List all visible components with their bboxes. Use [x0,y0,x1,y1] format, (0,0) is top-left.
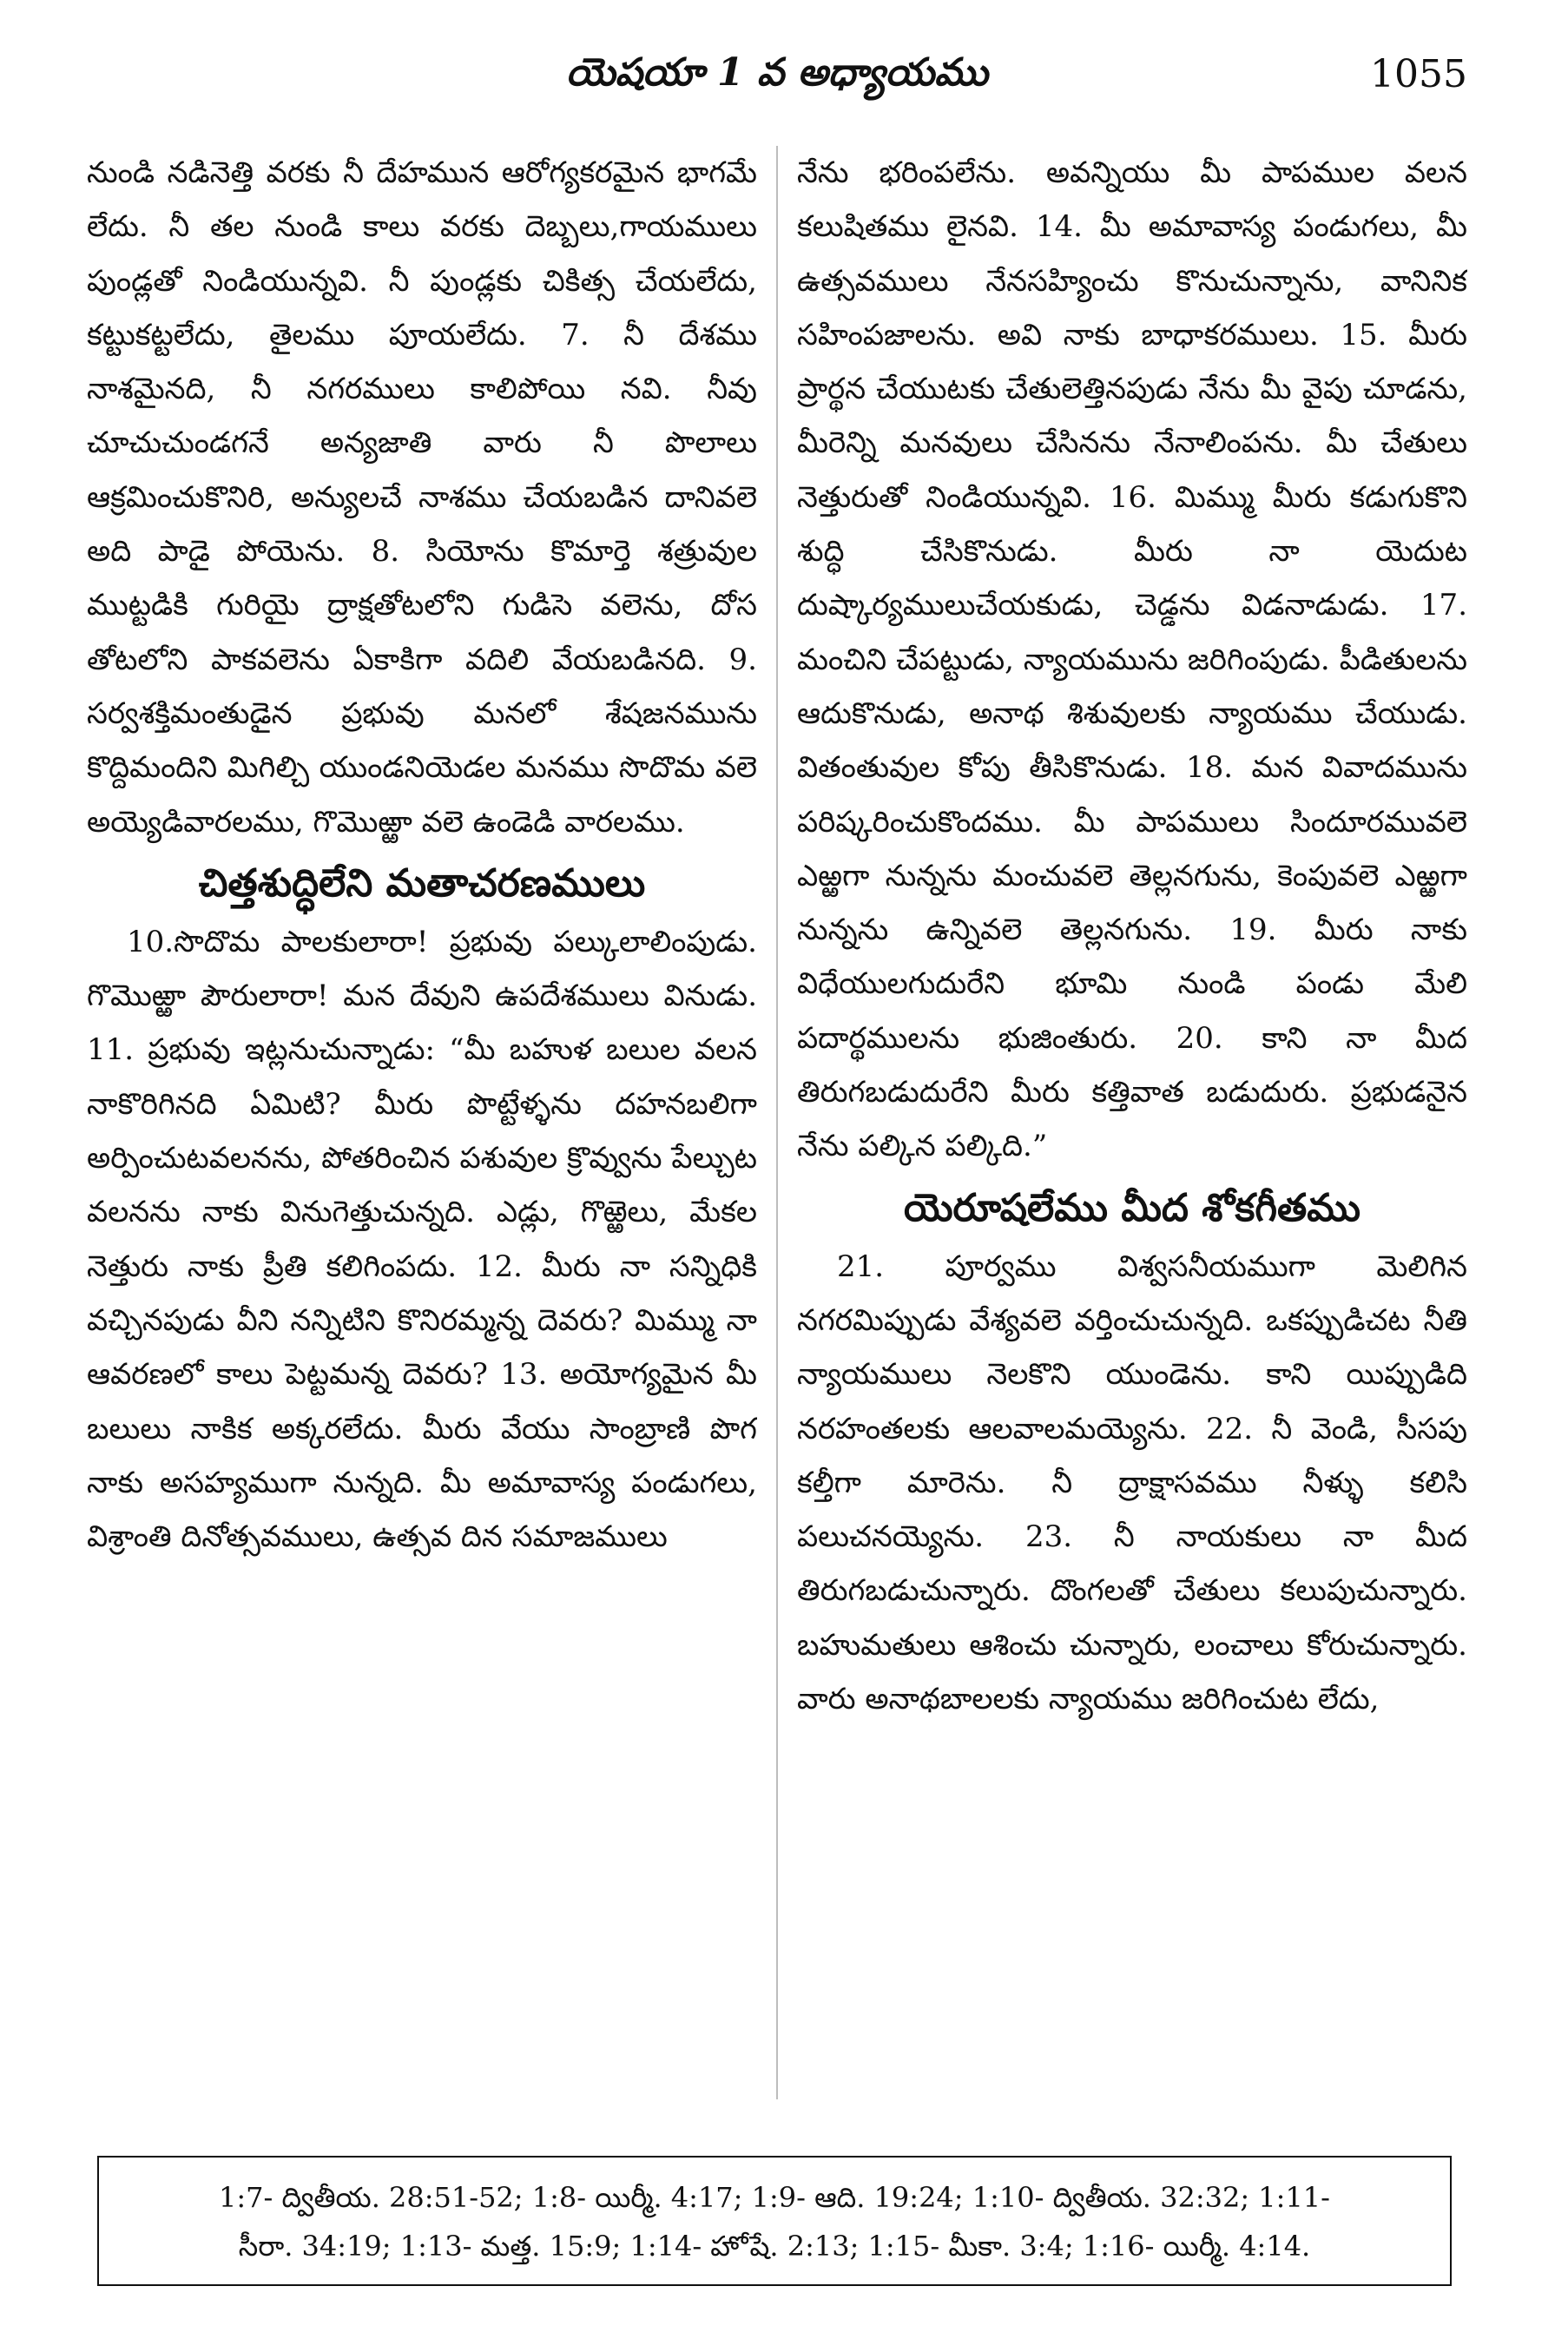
chapter-title: యెషయా 1 వ అధ్యాయము [566,50,988,95]
page-header [87,42,1467,111]
left-paragraph-2: 10.సొదొమ పాలకులారా! ప్రభువు పల్కులాలింపుడు. గొమొఱ్ఱా పౌరులారా! మన దేవుని ఉపదేశములు వినుడు. 11. ప్రభువు ఇట్లనుచున్నాడు: “మీ బహుళ బలుల వలన నాకొరిగినది ఏమిటి? మీరు పొట్టేళ్ళను దహనబలిగా అర్పించుటవలనను, పోతరించిన పశువుల క్రొవ్వును పేల్చుట వలనను నాకు వినుగెత్తుచున్నది. ఎడ్లు, గొఱ్ఱెలు, మేకల నెత్తురు నాకు ప్రీతి కలిగింపదు. 12. మీరు నా సన్నిధికి వచ్చినపుడు వీని నన్నిటిని కొనిరమ్మన్న దెవరు? మిమ్ము నా ఆవరణలో కాలు పెట్టమన్న దెవరు? 13. అయోగ్యమైన మీ బలులు నాకిక అక్కరలేదు. మీరు వేయు సాంబ్రాణి పొగ నాకు అసహ్యముగా నున్నది. మీ అమావాస్య పండుగలు, విశ్రాంతి దినోత్సవములు, ఉత్సవ దిన సమాజములు [87,924,757,1555]
column-divider [776,146,778,2099]
cross-reference-line-2: సీరా. 34:19; 1:13- మత్త. 15:9; 1:14- హోషే. 2:13; 1:15- మీకా. 3:4; 1:16- యిర్మీ. 4:14. [238,2230,1311,2263]
page-number: 1055 [1370,52,1467,96]
right-paragraph-1: నేను భరింపలేను. అవన్నియు మీ పాపముల వలన కలుషితము లైనవి. 14. మీ అమావాస్య పండుగలు, మీ ఉత్సవములు నేనసహ్యించు కొనుచున్నాను, వానినిక సహింపజాలను. అవి నాకు బాధాకరములు. 15. మీరు ప్రార్థన చేయుటకు చేతులెత్తినపుడు నేను మీ వైపు చూడను, మీరెన్ని మనవులు చేసినను నేనాలింపను. మీ చేతులు నెత్తురుతో నిండియున్నవి. 16. మిమ్ము మీరు కడుగుకొని శుద్ధి చేసికొనుడు. మీరు నా యెదుట దుష్కార్యములుచేయకుడు, చెడ్డను విడనాడుడు. 17. మంచిని చేపట్టుడు, న్యాయమును జరిగింపుడు. పీడితులను ఆదుకొనుడు, అనాథ శిశువులకు న్యాయము చేయుడు. వితంతువుల కోపు తీసికొనుడు. 18. మన వివాదమును పరిష్కరించుకొందము. మీ పాపములు సిందూరమువలె ఎఱ్ఱగా నున్నను మంచువలె తెల్లనగును, కెంపువలె ఎఱ్ఱగా నున్నను ఉన్నివలె తెల్లనగును. 19. మీరు నాకు విధేయులగుదురేని భూమి నుండి పండు మేలి పదార్థములను భుజింతురు. 20. కాని నా మీద తిరుగబడుదురేని మీరు కత్తివాత బడుదురు. ప్రభుడనైన నేను పల్కిన పల్కిది.” [797,155,1467,1164]
right-column [797,146,1467,2099]
left-column [87,146,757,2099]
section-heading-2: యెరూషలేము మీద శోకగీతము [903,1185,1361,1230]
cross-reference-box [97,2156,1452,2286]
left-paragraph-1: నుండి నడినెత్తి వరకు నీ దేహమున ఆరోగ్యకరమైన భాగమే లేదు. నీ తల నుండి కాలు వరకు దెబ్బలు,గాయములు పుండ్లతో నిండియున్నవి. నీ పుండ్లకు చికిత్స చేయలేదు, కట్టుకట్టలేదు, తైలము పూయలేదు. 7. నీ దేశము నాశమైనది, నీ నగరములు కాలిపోయి నవి. నీవు చూచుచుండగనే అన్యజాతి వారు నీ పొలాలు ఆక్రమించుకొనిరి, అన్యులచే నాశము చేయబడిన దానివలె అది పాడై పోయెను. 8. సియోను కొమార్తె శత్రువుల ముట్టడికి గురియై ద్రాక్షతోటలోని గుడిసె వలెను, దోస తోటలోని పాకవలెను ఏకాకిగా వదిలి వేయబడినది. 9. సర్వశక్తిమంతుడైన ప్రభువు మనలో శేషజనమును కొద్దిమందిని మిగిల్చి యుండనియెడల మనము సొదొమ వలె అయ్యెడివారలము, గొమొఱ్ఱా వలె ఉండెడి వారలము. [87,155,757,840]
cross-reference-line-1: 1:7- ద్వితీయ. 28:51-52; 1:8- యిర్మీ. 4:17; 1:9- ఆది. 19:24; 1:10- ద్వితీయ. 32:32; 1:11- [219,2181,1330,2214]
right-paragraph-2: 21. పూర్వము విశ్వసనీయముగా మెలిగిన నగరమిప్పుడు వేశ్యవలె వర్తించుచున్నది. ఒకప్పుడిచట నీతి న్యాయములు నెలకొని యుండెను. కాని యిప్పుడిది నరహంతలకు ఆలవాలమయ్యెను. 22. నీ వెండి, సీసపు కల్తీగా మారెను. నీ ద్రాక్షాసవము నీళ్ళు కలిసి పలుచనయ్యెను. 23. నీ నాయకులు నా మీద తిరుగబడుచున్నారు. దొంగలతో చేతులు కలుపుచున్నారు. బహుమతులు ఆశించు చున్నారు, లంచాలు కోరుచున్నారు. వారు అనాథబాలలకు న్యాయము జరిగించుట లేదు, [797,1248,1467,1717]
section-heading-1: చిత్తశుద్ధిలేని మతాచరణములు [198,860,646,906]
